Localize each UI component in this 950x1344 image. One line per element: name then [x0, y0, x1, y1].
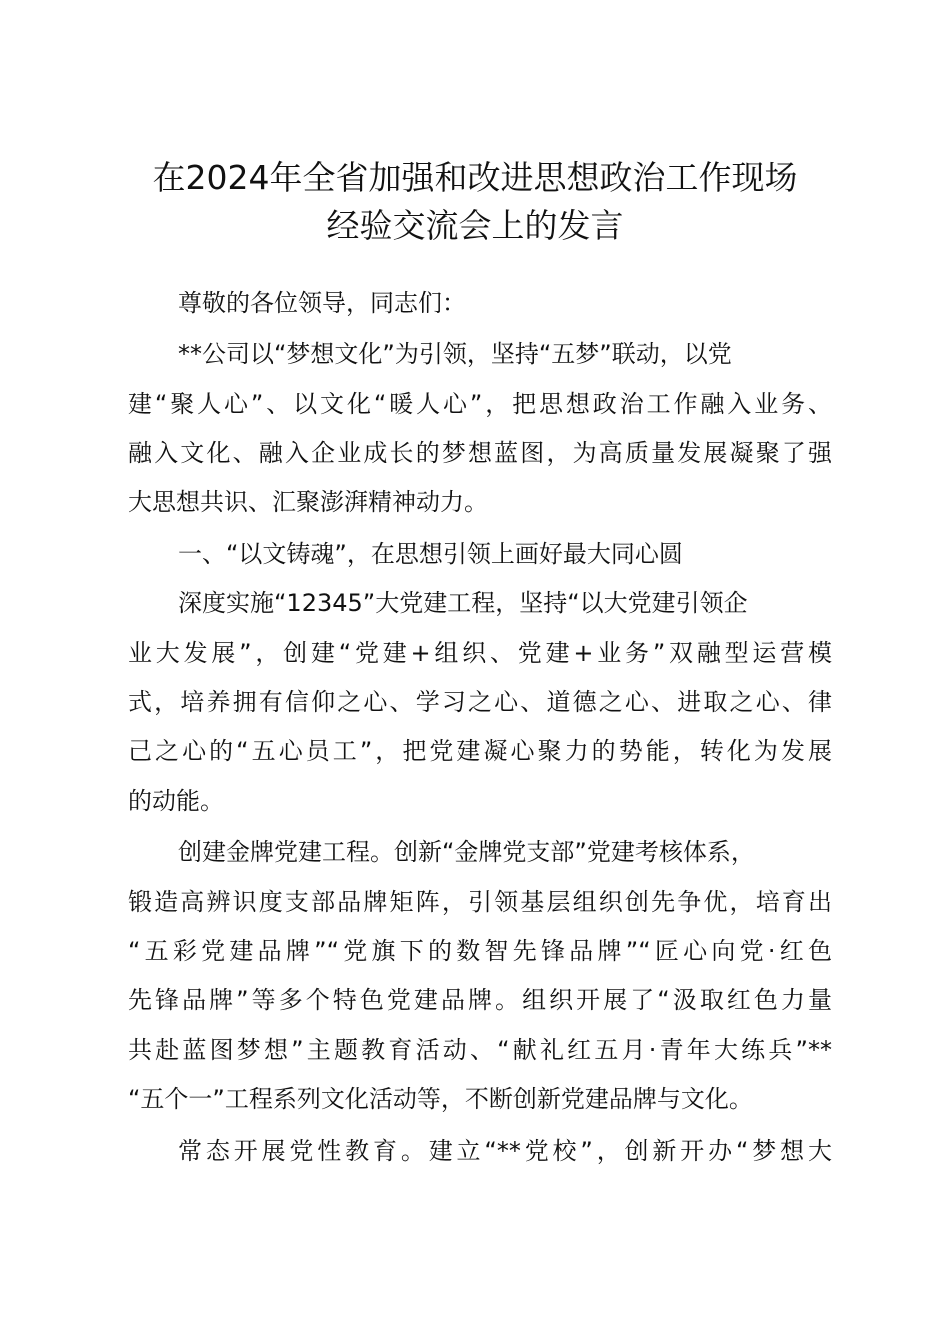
para2-line-1: 创建金牌党建工程。创新“金牌党支部”党建考核体系，	[178, 838, 755, 866]
document-title-line-1: 在2024年全省加强和改进思想政治工作现场	[152, 158, 798, 197]
para1-line-1: 深度实施“12345”大党建工程，坚持“以大党建引领企	[178, 589, 748, 617]
para2-line-4: 先锋品牌”等多个特色党建品牌。组织开展了“汲取红色力量	[128, 986, 832, 1014]
intro-line-2: 建“聚人心”、以文化“暖人心”，把思想政治工作融入业务、	[128, 390, 832, 418]
para1-line-2: 业大发展”，创建“党建+组织、党建+业务”双融型运营模	[128, 639, 832, 667]
intro-line-1: **公司以“梦想文化”为引领，坚持“五梦”联动，以党	[178, 340, 732, 368]
para2-line-5: 共赴蓝图梦想”主题教育活动、“献礼红五月·青年大练兵”**	[128, 1036, 832, 1064]
document-title-line-2: 经验交流会上的发言	[326, 206, 624, 245]
intro-line-4: 大思想共识、汇聚澎湃精神动力。	[128, 488, 488, 516]
para1-line-5: 的动能。	[128, 787, 224, 815]
para2-line-3: “五彩党建品牌”“党旗下的数智先锋品牌”“匠心向党·红色	[128, 937, 832, 965]
section-heading-1: 一、“以文铸魂”，在思想引领上画好最大同心圆	[178, 540, 683, 568]
para3-line-1: 常态开展党性教育。建立“**党校”，创新开办“梦想大	[178, 1137, 832, 1165]
para2-line-6: “五个一”工程系列文化活动等，不断创新党建品牌与文化。	[128, 1085, 753, 1113]
salutation: 尊敬的各位领导，同志们：	[178, 289, 466, 317]
para2-line-2: 锻造高辨识度支部品牌矩阵，引领基层组织创先争优，培育出	[128, 888, 832, 916]
para1-line-4: 己之心的“五心员工”，把党建凝心聚力的势能，转化为发展	[128, 737, 832, 765]
intro-line-3: 融入文化、融入企业成长的梦想蓝图，为高质量发展凝聚了强	[128, 439, 832, 467]
para1-line-3: 式，培养拥有信仰之心、学习之心、道德之心、进取之心、律	[128, 688, 832, 716]
